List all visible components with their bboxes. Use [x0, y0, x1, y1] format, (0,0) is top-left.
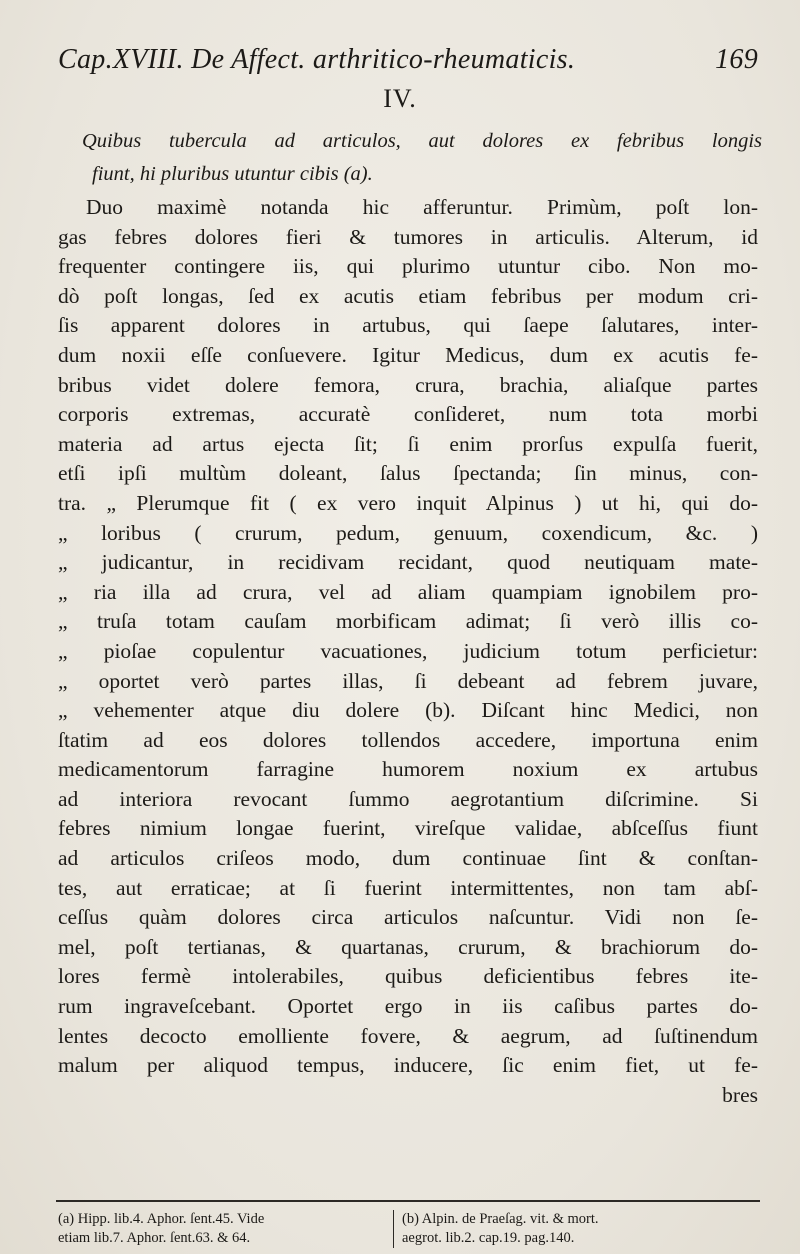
footnote-b-line-2: aegrot. lib.2. cap.19. pag.140.: [402, 1230, 575, 1246]
text-line: dò poſt longas, ſed ex acutis etiam febribus per modum cri-: [58, 283, 758, 308]
section-number: IV.: [383, 84, 417, 113]
question-line-2: fiunt, hi pluribus utuntur cibis (a).: [92, 163, 373, 185]
text-line: tes, aut erraticae; at ſi fuerint intermittentes, non tam abſ-: [58, 875, 758, 900]
text-line: „ judicantur, in recidivam recidant, quod neutiquam mate-: [58, 550, 758, 575]
page-number: 169: [715, 44, 758, 75]
text-line: frequenter contingere iis, qui plurimo utuntur cibo. Non mo-: [58, 254, 758, 279]
text-line: „ oportet verò partes illas, ſi debeant ad febrem juvare,: [58, 668, 758, 693]
text-line: etſi ipſi multùm doleant, ſalus ſpectanda; ſin minus, con-: [58, 461, 758, 486]
text-line: „ truſa totam cauſam morbificam adimat; ſi verò illis co-: [58, 609, 758, 634]
footnote-rule: [56, 1200, 760, 1202]
text-line: mel, poſt tertianas, & quartanas, crurum, & brachiorum do-: [58, 934, 758, 959]
text-line: dum noxii eſſe conſuevere. Igitur Medicus, dum ex acutis fe-: [58, 342, 758, 367]
body-text: [58, 193, 758, 1110]
text-line: medicamentorum farragine humorem noxium ex artubus: [58, 757, 758, 782]
text-line: „ vehementer atque diu dolere (b). Diſcant hinc Medici, non: [58, 698, 758, 723]
text-line: Duo maximè notanda hic afferuntur. Primùm, poſt lon-: [86, 195, 758, 219]
footnote-b: [393, 1210, 777, 1248]
footnote-b-line-1: (b) Alpin. de Praeſag. vit. & mort.: [402, 1211, 599, 1227]
text-line: gas febres dolores fieri & tumores in articulis. Alterum, id: [58, 224, 758, 249]
running-head: [58, 44, 758, 76]
text-line: lentes decocto emolliente fovere, & aegrum, ad ſuſtinendum: [58, 1023, 758, 1048]
text-line: malum per aliquod tempus, inducere, ſic enim fiet, ut fe-: [58, 1053, 758, 1078]
text-line: materia ad artus ejecta ſit; ſi enim prorſus expulſa fuerit,: [58, 431, 758, 456]
footnote-a-line-2: etiam lib.7. Aphor. ſent.63. & 64.: [58, 1230, 251, 1246]
text-line: ad interiora revocant ſummo aegrotantium diſcrimine. Si: [58, 786, 758, 811]
aphorism-question: [82, 125, 762, 191]
catchword: bres: [722, 1082, 758, 1107]
text-line: rum ingraveſcebant. Oportet ergo in iis caſibus partes do-: [58, 994, 758, 1019]
footnote-a: [58, 1210, 383, 1248]
text-line: tra. „ Plerumque fit ( ex vero inquit Alpinus ) ut hi, qui do-: [58, 490, 758, 515]
text-line: bribus videt dolere femora, crura, brachia, aliaſque partes: [58, 372, 758, 397]
text-line: ſis apparent dolores in artubus, qui ſaepe ſalutares, inter-: [58, 313, 758, 338]
text-line: corporis extremas, accuratè conſideret, num tota morbi: [58, 402, 758, 427]
text-line: „ ria illa ad crura, vel ad aliam quampiam ignobilem pro-: [58, 579, 758, 604]
question-line-1: Quibus tubercula ad articulos, aut dolores ex febribus longis: [82, 130, 762, 152]
running-head-title: Cap.XVIII. De Affect. arthritico-rheumaticis.: [58, 44, 576, 75]
text-line: lores fermè intolerabiles, quibus deficientibus febres ite-: [58, 964, 758, 989]
text-line: ſtatim ad eos dolores tollendos accedere, importuna enim: [58, 727, 758, 752]
text-line: ceſſus quàm dolores circa articulos naſcuntur. Vidi non ſe-: [58, 905, 758, 930]
text-line: ad articulos criſeos modo, dum continuae ſint & conſtan-: [58, 846, 758, 871]
text-line: febres nimium longae fuerint, vireſque validae, abſceſſus fiunt: [58, 816, 758, 841]
footnote-a-line-1: (a) Hipp. lib.4. Aphor. ſent.45. Vide: [58, 1211, 265, 1227]
text-line: „ pioſae copulentur vacuationes, judicium totum perficietur:: [58, 638, 758, 663]
text-line: „ loribus ( crurum, pedum, genuum, coxendicum, &c. ): [58, 520, 758, 545]
